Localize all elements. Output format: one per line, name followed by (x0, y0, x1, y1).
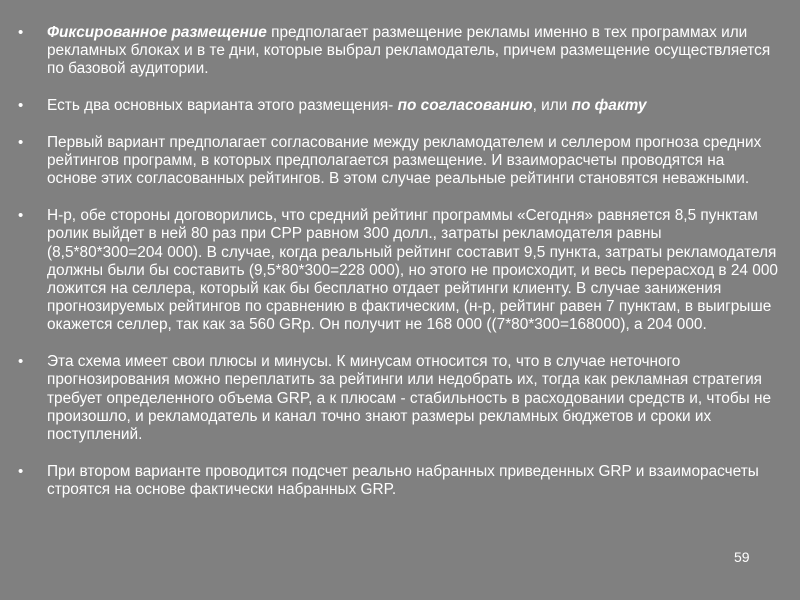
bullet-icon: • (18, 134, 24, 151)
paragraph-fixed-placement (18, 24, 778, 79)
paragraph-text: При втором варианте проводится подсчет реально набранных приведенных GRP и взаиморасчеты строятся на основе фактически набранных GRP. (47, 462, 759, 499)
paragraph-text: предполагает размещение рекламы именно в тех программах или рекламных блоках и в те дни, которые выбрал рекламодатель, причем размещение осуществляется по базовой аудитории. (47, 24, 771, 78)
page-number: 59 (734, 549, 750, 565)
term-by-agreement: по согласованию (397, 97, 533, 115)
bullet-list (18, 24, 778, 518)
term-by-fact: по факту (571, 97, 647, 115)
bullet-icon: • (18, 207, 24, 225)
paragraph-text: Н-р, обе стороны договорились, что средний рейтинг программы «Сегодня» равняется 8,5 пунктам ролик выйдет в ней 80 раз при CPP равном 300 долл., затраты рекламодателя равны (8,5*80*300=204 000). В случае, когда реальный рейтинг составит 9,5 пункта, затраты рекламодателя должны были бы составить (9,5*80*300=228 000), но этого не происходит, и весь перерасход в 24 000 ложится на селлера, который как бы бесплатно отдает рейтинги клиенту. В случае занижения прогнозируемых рейтингов по сравнению в фактическим, (н-р, рейтинг равен 7 пунктам, в выигрыше окажется селлер, так как за 560 GRp. Он получит не 168 000 ((7*80*300=168000), а 204 000. (47, 207, 778, 334)
paragraph-pros-cons (18, 353, 778, 444)
paragraph-text: , или (532, 97, 572, 115)
paragraph-text: Есть два основных варианта этого размещения- (47, 97, 398, 115)
paragraph-text: Первый вариант предполагает согласование между рекламодателем и селлером прогноза средних рейтингов программ, в которых предполагается размещение. И взаиморасчеты проводятся на основе этих согласованных рейтингов. В этом случае реальные рейтинги становятся неважными. (47, 134, 762, 188)
bullet-icon: • (18, 97, 24, 115)
paragraph-second-variant (18, 463, 778, 499)
bullet-icon: • (18, 353, 24, 371)
term-fixed-placement: Фиксированное размещение (47, 24, 267, 41)
paragraph-first-variant (18, 134, 778, 189)
paragraph-example (18, 207, 778, 334)
bullet-icon: • (18, 24, 24, 41)
paragraph-two-variants (18, 97, 778, 115)
bullet-icon: • (18, 462, 24, 480)
paragraph-text: Эта схема имеет свои плюсы и минусы. К минусам относится то, что в случае неточного прогнозирования можно переплатить за рейтинги или недобрать их, тогда как рекламная стратегия требует определенного объема GRP, а к плюсам - стабильность в расходовании средств и, чтобы не произошло, и рекламодатель и канал точно знают размеры рекламных бюджетов и сроки их поступлений. (47, 353, 772, 444)
